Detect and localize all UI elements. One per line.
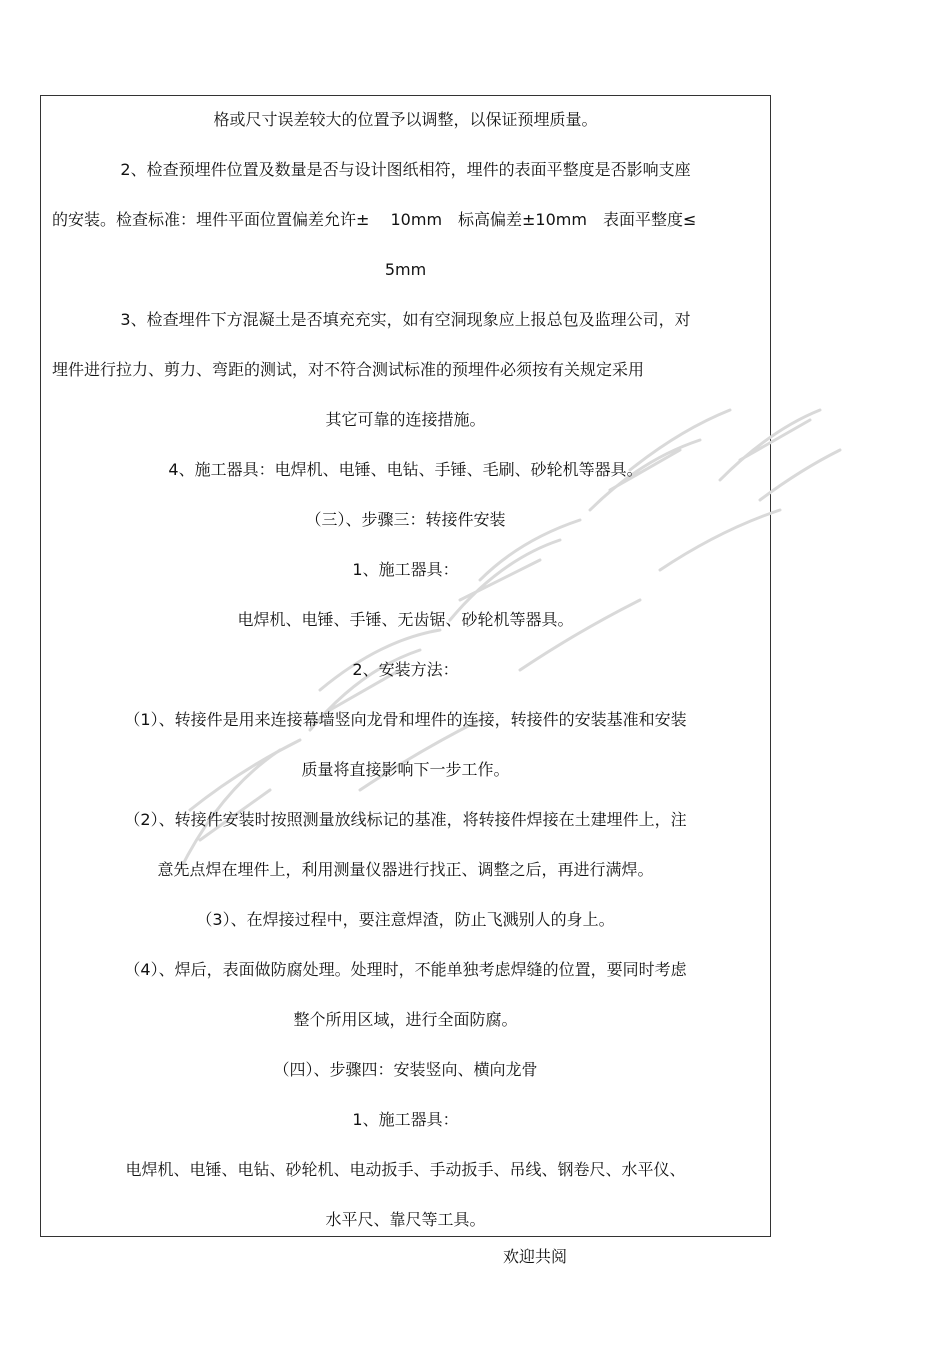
text-line-19: 整个所用区域，进行全面防腐。	[293, 1010, 518, 1029]
text-line-23: 水平尺、靠尺等工具。	[325, 1210, 486, 1229]
text-line-2: 2、检查预埋件位置及数量是否与设计图纸相符，埋件的表面平整度是否影响支座	[120, 160, 691, 179]
text-line-15: （2）、转接件安装时按照测量放线标记的基准，将转接件焊接在土建埋件上，注	[124, 810, 687, 829]
text-line-7: 其它可靠的连接措施。	[325, 410, 486, 429]
text-line-16: 意先点焊在埋件上，利用测量仪器进行找正、调整之后，再进行满焊。	[157, 860, 654, 879]
text-line-17: （3）、在焊接过程中，要注意焊渣，防止飞溅别人的身上。	[196, 910, 615, 929]
text-line-21: 1、施工器具：	[352, 1110, 459, 1129]
text-line-8: 4、施工器具：电焊机、电锤、电钻、手锤、毛刷、砂轮机等器具。	[168, 460, 643, 479]
text-line-22: 电焊机、电锤、电钻、砂轮机、电动扳手、手动扳手、吊线、钢卷尺、水平仪、	[125, 1160, 686, 1179]
text-line-4: 5mm	[384, 260, 427, 279]
text-line-3: 的安装。检查标准：埋件平面位置偏差允许± 10mm 标高偏差±10mm 表面平整度≤	[52, 210, 697, 229]
section-heading-4: （四）、步骤四：安装竖向、横向龙骨	[273, 1060, 538, 1079]
text-line-11: 电焊机、电锤、手锤、无齿锯、砂轮机等器具。	[237, 610, 574, 629]
text-line-14: 质量将直接影响下一步工作。	[301, 760, 510, 779]
text-line-18: （4）、焊后，表面做防腐处理。处理时，不能单独考虑焊缝的位置，要同时考虑	[124, 960, 687, 979]
text-line-12: 2、安装方法：	[352, 660, 459, 679]
text-line-6: 埋件进行拉力、剪力、弯距的测试，对不符合测试标准的预埋件必须按有关规定采用	[52, 360, 645, 379]
text-line-13: （1）、转接件是用来连接幕墙竖向龙骨和埋件的连接，转接件的安装基准和安装	[124, 710, 687, 729]
page-footer: 欢迎共阅	[503, 1247, 568, 1266]
text-line-5: 3、检查埋件下方混凝土是否填充充实，如有空洞现象应上报总包及监理公司，对	[120, 310, 691, 329]
text-line-1: 格或尺寸误差较大的位置予以调整，以保证预埋质量。	[213, 110, 598, 129]
text-line-10: 1、施工器具：	[352, 560, 459, 579]
section-heading-3: （三）、步骤三：转接件安装	[305, 510, 506, 529]
